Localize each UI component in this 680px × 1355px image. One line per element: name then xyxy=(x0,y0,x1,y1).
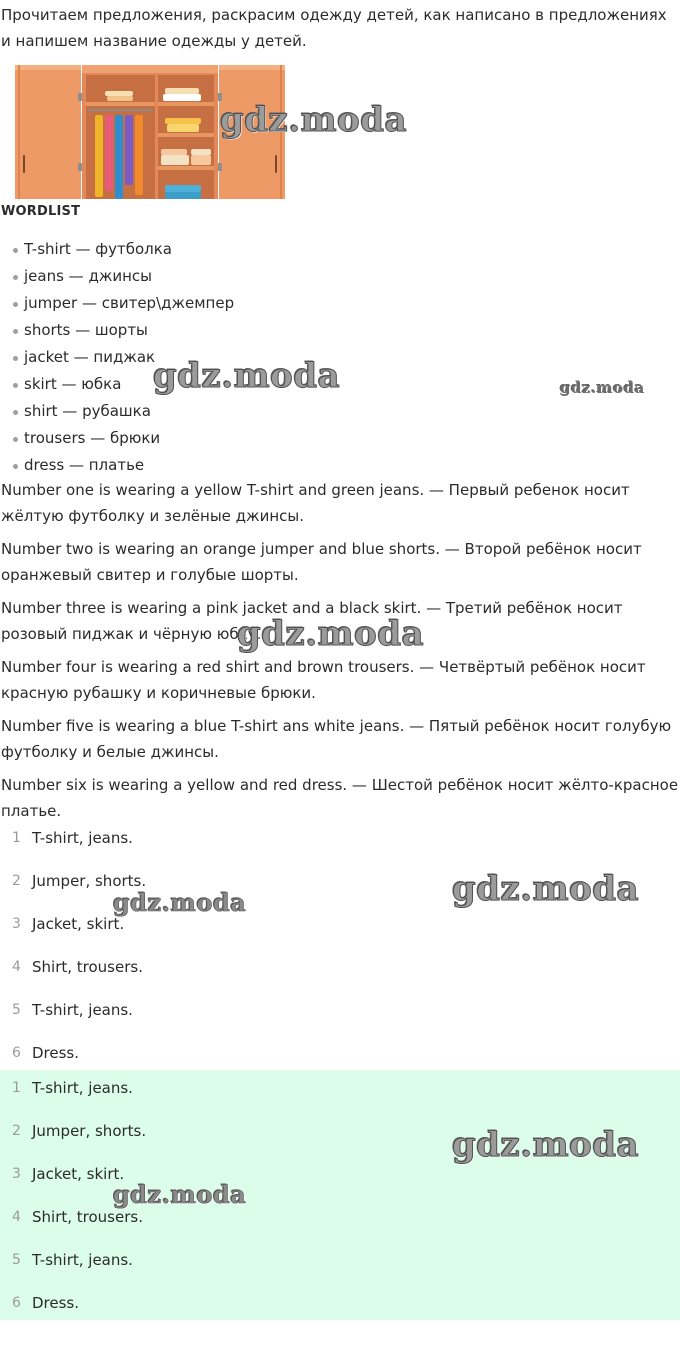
answer-item xyxy=(0,1162,680,1205)
answer-text: T-shirt, jeans. xyxy=(32,1001,133,1019)
answer-text: Jumper, shorts. xyxy=(32,872,147,890)
wordlist-item: jeans — джинсы xyxy=(12,263,234,290)
wordlist-item: jacket — пиджак xyxy=(12,344,234,371)
answer-number: 6 xyxy=(12,1295,21,1311)
watermark: gdz.moda xyxy=(113,888,247,917)
wordlist-item: jumper — свитер\джемпер xyxy=(12,290,234,317)
answer-number: 4 xyxy=(12,1209,21,1225)
answer-text: T-shirt, jeans. xyxy=(32,829,133,847)
answer-number: 1 xyxy=(12,1080,21,1096)
watermark: gdz.moda xyxy=(220,100,408,140)
answer-item xyxy=(0,1119,680,1162)
sentence: Number four is wearing a red shirt and brown trousers. — Четвёртый ребёнок носит красную рубашку и коричневые брюки. xyxy=(1,658,646,702)
wardrobe-illustration xyxy=(15,63,285,199)
answer-text: T-shirt, jeans. xyxy=(32,1079,133,1097)
wordlist-item: skirt — юбка xyxy=(12,371,234,398)
answer-item xyxy=(0,869,680,912)
sentence: Number one is wearing a yellow T-shirt and green jeans. — Первый ребенок носит жёлтую футболку и зелёные джинсы. xyxy=(1,481,630,525)
answer-item xyxy=(0,1205,680,1248)
answer-number: 4 xyxy=(12,959,21,975)
answer-text: Shirt, trousers. xyxy=(32,958,143,976)
answer-text: Shirt, trousers. xyxy=(32,1208,143,1226)
watermark: gdz.moda xyxy=(452,1125,640,1165)
wordlist-item: dress — платье xyxy=(12,452,234,479)
watermark: gdz.moda xyxy=(560,379,645,397)
answer-number: 1 xyxy=(12,830,21,846)
answer-item xyxy=(0,912,680,955)
sentence: Number two is wearing an orange jumper and blue shorts. — Второй ребёнок носит оранжевый свитер и голубые шорты. xyxy=(1,540,642,584)
watermark: gdz.moda xyxy=(452,869,640,909)
answer-list-highlighted xyxy=(0,1070,680,1320)
wordlist-item: trousers — брюки xyxy=(12,425,234,452)
sentence: Number five is wearing a blue T-shirt ans white jeans. — Пятый ребёнок носит голубую футболку и белые джинсы. xyxy=(1,717,672,761)
answer-text: T-shirt, jeans. xyxy=(32,1251,133,1269)
answer-text: Jumper, shorts. xyxy=(32,1122,147,1140)
answer-number: 5 xyxy=(12,1002,21,1018)
wordlist-title: WORDLIST xyxy=(1,204,81,219)
watermark: gdz.moda xyxy=(113,1180,247,1209)
sentences xyxy=(1,477,679,831)
sentence: Number three is wearing a pink jacket and a black skirt. — Третий ребёнок носит розовый пиджак и чёрную юбку. xyxy=(1,599,623,643)
wordlist xyxy=(12,236,234,479)
sentence: Number six is wearing a yellow and red dress. — Шестой ребёнок носит жёлто-красное платье. xyxy=(1,776,679,820)
answer-number: 3 xyxy=(12,916,21,932)
answer-item xyxy=(0,998,680,1041)
wordlist-item: T-shirt — футболка xyxy=(12,236,234,263)
answer-item xyxy=(0,1291,680,1334)
answer-number: 2 xyxy=(12,873,21,889)
answer-item xyxy=(0,955,680,998)
answer-text: Jacket, skirt. xyxy=(32,915,125,933)
answer-list xyxy=(0,826,680,1084)
answer-item xyxy=(0,1248,680,1291)
wordlist-item: shirt — рубашка xyxy=(12,398,234,425)
answer-number: 6 xyxy=(12,1045,21,1061)
answer-item xyxy=(0,826,680,869)
answer-text: Jacket, skirt. xyxy=(32,1165,125,1183)
answer-number: 2 xyxy=(12,1123,21,1139)
answer-number: 5 xyxy=(12,1252,21,1268)
watermark: gdz.moda xyxy=(237,614,425,654)
answer-text: Dress. xyxy=(32,1044,80,1062)
wordlist-item: shorts — шорты xyxy=(12,317,234,344)
intro-text: Прочитаем предложения, раскрасим одежду детей, как написано в предложениях и напишем название одежды у детей. xyxy=(1,6,667,50)
answer-number: 3 xyxy=(12,1166,21,1182)
answer-item xyxy=(0,1076,680,1119)
watermark: gdz.moda xyxy=(153,356,341,396)
answer-text: Dress. xyxy=(32,1294,80,1312)
